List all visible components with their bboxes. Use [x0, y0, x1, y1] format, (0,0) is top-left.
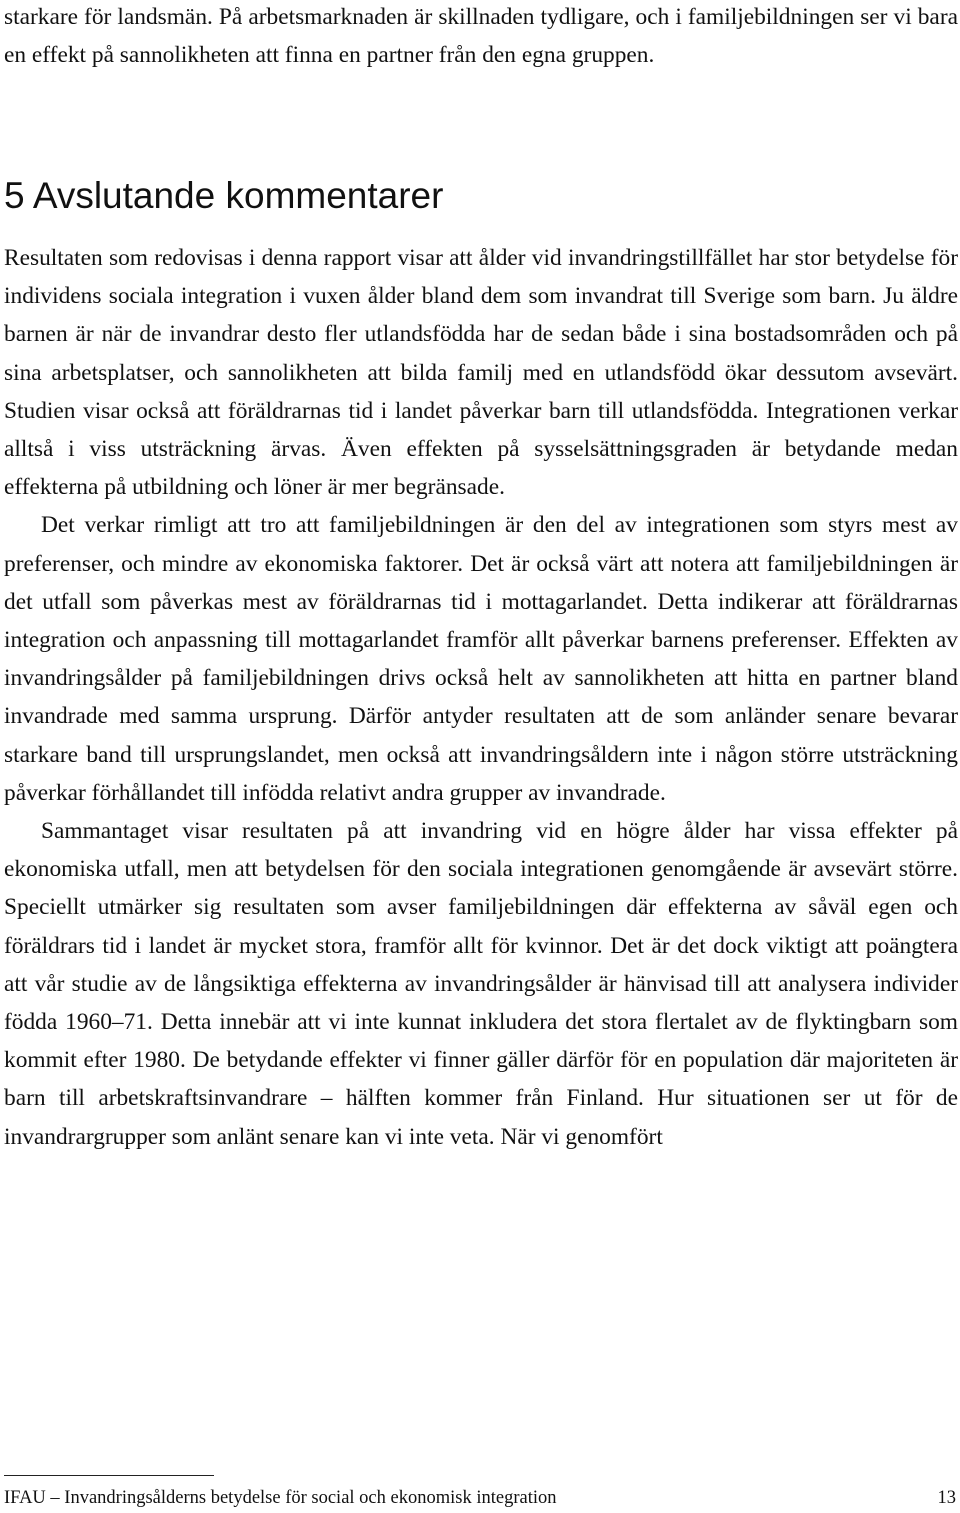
page-number: 13	[937, 1488, 956, 1508]
intro-text: starkare för landsmän. På arbetsmarknaden är skillnaden tydligare, och i familjebildningen ser vi bara en effekt på sannolikheten att finna en partner från den egna gruppen.	[4, 4, 958, 69]
section-heading: 5 Avslutande kommentarer	[4, 175, 444, 216]
intro-paragraph	[4, 0, 958, 74]
footer-rule	[4, 1475, 214, 1476]
page-footer	[4, 1487, 956, 1509]
paragraph-1: Resultaten som redovisas i denna rapport visar att ålder vid invandringstillfället har stor betydelse för individens sociala integration i vuxen ålder bland dem som invandrat till Sverige som barn. Ju äldre barnen är när de invandrar desto fler utlandsfödda har de sedan både i sina bostadsområden och på sina arbetsplatser, och sannolikheten att bilda familj med en utlandsfödd ökar dessutom avsevärt. Studien visar också att föräldrarnas tid i landet påverkar barn till utlandsfödda. Integrationen verkar alltså i viss utsträckning ärvas. Även effekten på sysselsättningsgraden är betydande medan effekterna på utbildning och löner är mer begränsade.	[4, 245, 958, 501]
paragraph-2: Det verkar rimligt att tro att familjebildningen är den del av integrationen som styrs mest av preferenser, och mindre av ekonomiska faktorer. Det är också värt att notera att familjebildningen är det utfall som påverkas mest av föräldrarnas tid i mottagarlandet. Detta indikerar att föräldrarnas integration och anpassning till mottagarlandet framför allt påverkar barnens preferenser. Effekten av invandringsålder på familjebildningen drivs också helt av sannolikheten att hitta en partner bland invandrade med samma ursprung. Därför antyder resultaten att de som anländer senare bevarar starkare band till ursprungslandet, men också att invandringsåldern inte i någon större utsträckning påverkar förhållandet till infödda relativt andra grupper av invandrade.	[4, 512, 958, 806]
paragraph-3: Sammantaget visar resultaten på att invandring vid en högre ålder har vissa effekter på ekonomiska utfall, men att betydelsen för den sociala integrationen genomgående är avsevärt större. Speciellt utmärker sig resultaten som avser familjebildningen där effekterna av såväl egen och föräldrars tid i landet är mycket stora, framför allt för kvinnor. Det är det dock viktigt att poängtera att vår studie av de långsiktiga effekterna av invandringsålder är hänvisad till att analysera individer födda 1960–71. Detta innebär att vi inte kunnat inkludera det stora flertalet av de flyktingbarn som kommit efter 1980. De betydande effekter vi finner gäller därför för en population där majoriteten är barn till arbetskraftsinvandrare – hälften kommer från Finland. Hur situationen ser ut för de invandrargrupper som anlänt senare kan vi inte veta. När vi genomfört	[4, 818, 958, 1150]
section-body	[4, 239, 958, 1156]
running-title: IFAU – Invandringsålderns betydelse för social och ekonomisk integration	[4, 1488, 557, 1508]
